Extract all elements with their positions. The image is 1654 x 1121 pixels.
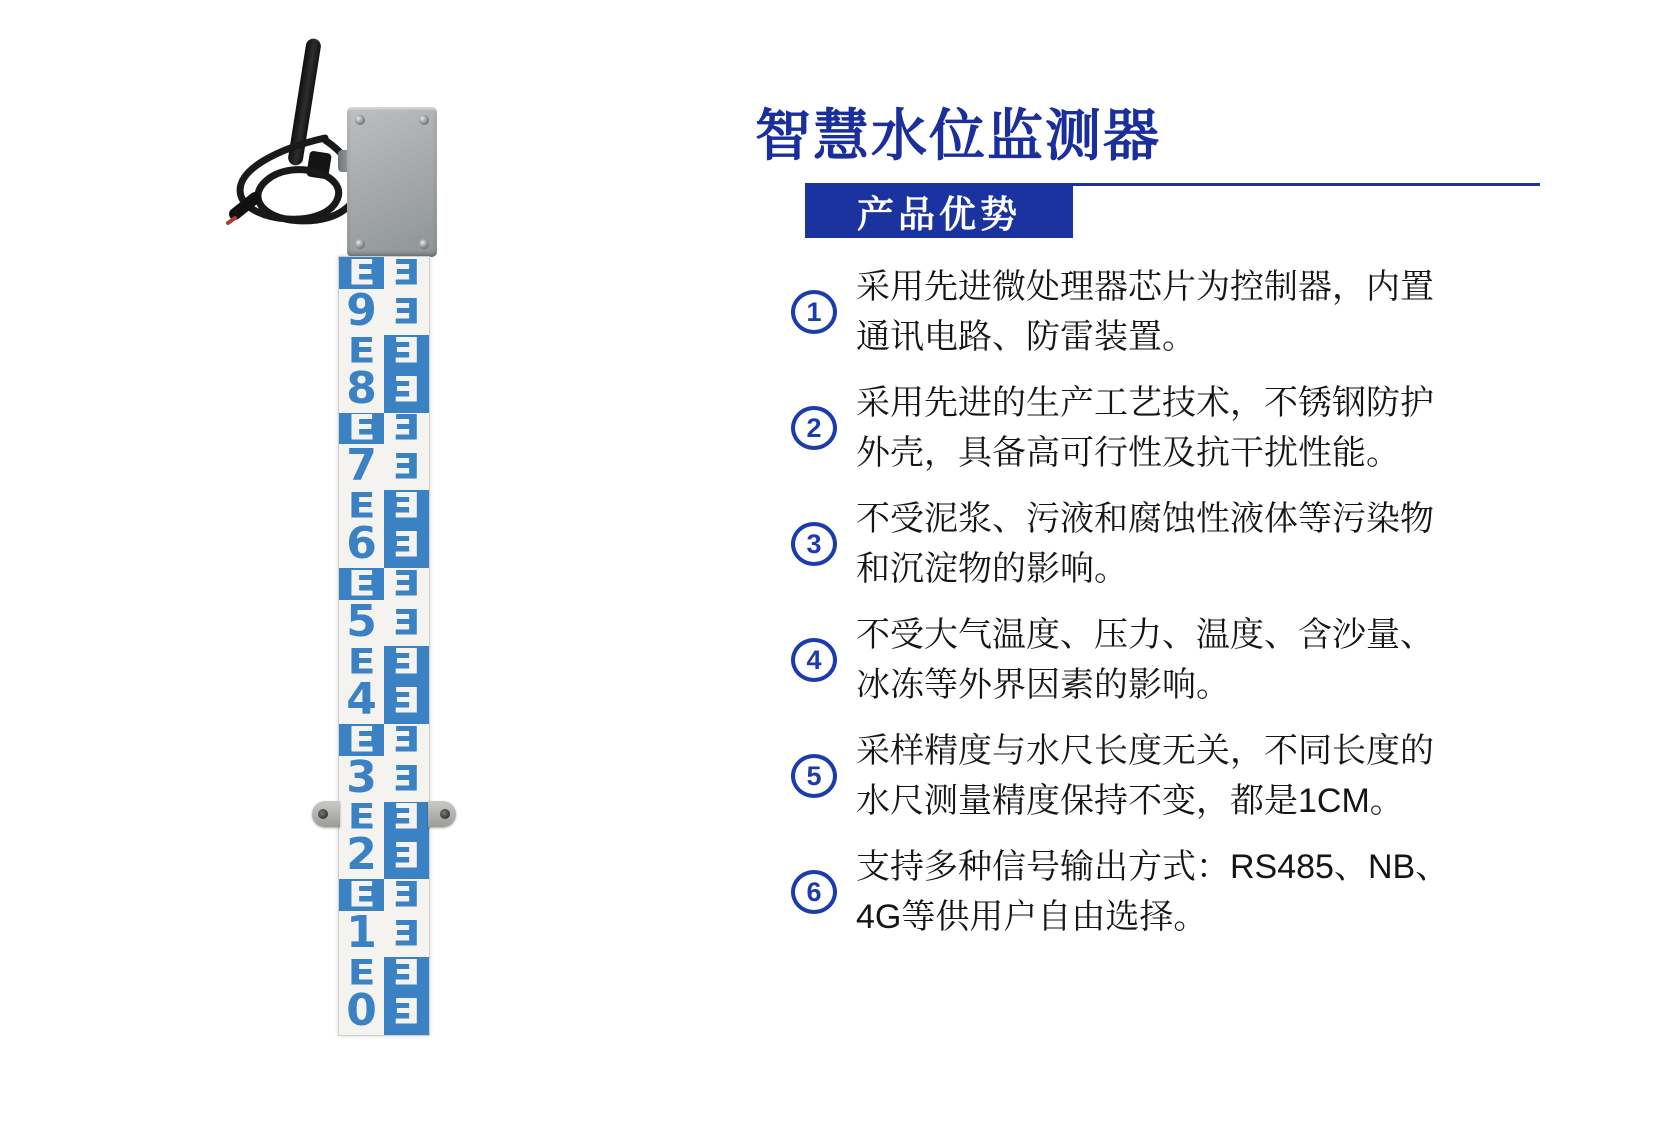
item-text <box>856 842 1449 942</box>
gauge-tick <box>384 646 429 678</box>
gauge-tick-glyph: E <box>392 568 421 600</box>
gauge-tick-row <box>339 646 429 678</box>
section-banner <box>805 183 1073 238</box>
page-title: 智慧水位监测器 <box>755 104 1161 167</box>
gauge-number-glyph: 4 <box>346 677 377 724</box>
gauge-tick-glyph: E <box>392 523 421 566</box>
gauge-block <box>339 335 429 413</box>
advantage-item <box>755 262 1545 362</box>
item-text <box>856 610 1434 710</box>
advantages-list <box>755 262 1545 958</box>
gauge-number-glyph: 5 <box>346 599 377 646</box>
advantage-item <box>755 378 1545 478</box>
gauge-tick-glyph: E <box>347 568 376 600</box>
gauge-tick <box>384 289 429 335</box>
advantage-item <box>755 842 1545 942</box>
advantage-item <box>755 494 1545 594</box>
item-text-line: 4G等供用户自由选择。 <box>856 898 1208 936</box>
gauge-block <box>339 646 429 724</box>
gauge-number-row <box>339 833 429 879</box>
gauge-tick <box>339 646 384 678</box>
mounting-bracket-right <box>428 801 456 827</box>
banner-label: 产品优势 <box>857 193 1021 235</box>
gauge-number <box>339 911 384 957</box>
gauge-tick-row <box>339 413 429 445</box>
screw-icon <box>355 239 365 249</box>
gauge-tick-glyph: E <box>392 257 421 289</box>
gauge-tick <box>384 413 429 445</box>
gauge-tick <box>384 568 429 600</box>
gauge-number <box>339 522 384 568</box>
gauge-tick-glyph: E <box>392 723 421 756</box>
item-number-badge: 5 <box>791 754 837 798</box>
gauge-tick-glyph: E <box>347 801 376 834</box>
gauge-number-glyph: 2 <box>346 833 377 880</box>
gauge-tick-row <box>339 568 429 600</box>
gauge-tick <box>384 989 429 1035</box>
mounting-bracket-left <box>312 801 340 827</box>
item-text-line: 水尺测量精度保持不变，都是1CM。 <box>856 782 1404 820</box>
gauge-number-row <box>339 678 429 724</box>
gauge-number-row <box>339 522 429 568</box>
item-number-badge: 3 <box>791 522 837 566</box>
item-text-line: 采用先进的生产工艺技术，不锈钢防护 <box>856 384 1434 422</box>
gauge-tick <box>339 724 384 756</box>
gauge-number-glyph: 8 <box>346 366 377 413</box>
gauge-number-glyph: 3 <box>346 755 377 802</box>
gauge-number-glyph: 7 <box>346 444 377 491</box>
gauge-number-row <box>339 600 429 646</box>
gauge-tick-row <box>339 335 429 367</box>
screw-icon <box>419 239 429 249</box>
gauge-tick-glyph: E <box>347 334 376 367</box>
gauge-block <box>339 724 429 802</box>
gauge-number <box>339 367 384 413</box>
gauge-tick <box>384 957 429 989</box>
gauge-tick-glyph: E <box>392 757 421 799</box>
gauge-block <box>339 957 429 1035</box>
electronics-box <box>347 107 437 257</box>
gauge-block <box>339 257 429 335</box>
gauge-number <box>339 444 384 490</box>
gauge-tick-row <box>339 802 429 834</box>
gauge-tick-glyph: E <box>392 801 421 834</box>
gauge-number-row <box>339 444 429 490</box>
gauge-tick-glyph: E <box>347 879 376 912</box>
gauge-tick-glyph: E <box>347 412 376 445</box>
gauge-tick-glyph: E <box>392 645 421 678</box>
gauge-number <box>339 289 384 335</box>
gauge-tick-glyph: E <box>392 334 421 367</box>
gauge-tick <box>384 756 429 802</box>
item-text-line: 不受大气温度、压力、温度、含沙量、 <box>856 616 1434 654</box>
gauge-tick <box>339 879 384 911</box>
gauge-tick <box>339 335 384 367</box>
gauge-tick <box>384 522 429 568</box>
gauge-tick-glyph: E <box>392 290 421 332</box>
item-text-line: 外壳，具备高可行性及抗干扰性能。 <box>856 434 1400 472</box>
gauge-tick-glyph: E <box>392 957 421 989</box>
item-text-line: 采样精度与水尺长度无关，不同长度的 <box>856 732 1434 770</box>
item-text <box>856 262 1434 362</box>
gauge-number-row <box>339 367 429 413</box>
gauge-number-row <box>339 756 429 802</box>
item-text-line: 冰冻等外界因素的影响。 <box>856 666 1230 704</box>
gauge-tick-glyph: E <box>392 412 421 445</box>
gauge-tick-row <box>339 724 429 756</box>
gauge-block <box>339 568 429 646</box>
gauge-block <box>339 879 429 957</box>
gauge-tick-row <box>339 490 429 522</box>
gauge-tick-glyph: E <box>392 879 421 912</box>
gauge-number-glyph: 1 <box>346 911 377 958</box>
item-number-badge: 1 <box>791 290 837 334</box>
gauge-tick-glyph: E <box>392 990 421 1032</box>
item-text <box>856 494 1434 594</box>
gauge-block <box>339 490 429 568</box>
gauge-tick <box>339 413 384 445</box>
gauge-tick <box>384 802 429 834</box>
gauge-number <box>339 989 384 1035</box>
item-text <box>856 726 1434 826</box>
gauge-tick <box>384 879 429 911</box>
advantage-item <box>755 610 1545 710</box>
item-text-line: 通讯电路、防雷装置。 <box>856 318 1196 356</box>
gauge-tick <box>384 257 429 289</box>
gauge-tick-glyph: E <box>347 957 376 989</box>
item-number-badge: 2 <box>791 406 837 450</box>
gauge-block <box>339 802 429 880</box>
gauge-tick-glyph: E <box>347 645 376 678</box>
gauge-tick-glyph: E <box>392 490 421 523</box>
gauge-tick <box>384 490 429 522</box>
divider-line <box>1073 183 1540 186</box>
gauge-tick <box>339 568 384 600</box>
gauge-tick-row <box>339 879 429 911</box>
gauge-tick-row <box>339 957 429 989</box>
gauge-number-glyph: 9 <box>346 288 377 335</box>
gauge-number-row <box>339 989 429 1035</box>
gauge-tick <box>339 257 384 289</box>
staff-gauge <box>338 256 430 1036</box>
item-text-line: 和沉淀物的影响。 <box>856 550 1128 588</box>
bracket-hole <box>440 809 450 819</box>
gauge-tick <box>384 911 429 957</box>
gauge-tick <box>384 600 429 646</box>
gauge-tick <box>384 833 429 879</box>
item-number-badge: 6 <box>791 870 837 914</box>
gauge-number <box>339 756 384 802</box>
gauge-tick <box>384 335 429 367</box>
gauge-tick <box>384 724 429 756</box>
product-photo <box>0 0 520 1121</box>
gauge-number <box>339 833 384 879</box>
item-number-badge: 4 <box>791 638 837 682</box>
gauge-number-glyph: 6 <box>346 522 377 569</box>
advantage-item <box>755 726 1545 826</box>
gauge-tick-glyph: E <box>392 368 421 410</box>
gauge-tick <box>384 678 429 724</box>
gauge-tick <box>339 490 384 522</box>
item-text-line: 采用先进微处理器芯片为控制器，内置 <box>856 268 1434 306</box>
gauge-tick-glyph: E <box>347 257 376 289</box>
gauge-number-row <box>339 289 429 335</box>
gauge-tick-glyph: E <box>392 601 421 643</box>
item-text <box>856 378 1434 478</box>
gauge-number <box>339 600 384 646</box>
gauge-tick <box>339 957 384 989</box>
gauge-tick-glyph: E <box>392 446 421 488</box>
gauge-tick-glyph: E <box>347 723 376 756</box>
gauge-tick-glyph: E <box>392 912 421 955</box>
item-text-line: 支持多种信号输出方式：RS485、NB、 <box>856 848 1450 886</box>
gauge-tick-glyph: E <box>392 835 421 877</box>
gauge-tick <box>384 444 429 490</box>
gauge-number-row <box>339 911 429 957</box>
item-text-line: 不受泥浆、污液和腐蚀性液体等污染物 <box>856 500 1434 538</box>
gauge-tick-row <box>339 257 429 289</box>
gauge-tick <box>339 802 384 834</box>
gauge-number <box>339 678 384 724</box>
bracket-hole <box>318 809 328 819</box>
screw-icon <box>355 115 365 125</box>
gauge-block <box>339 413 429 491</box>
gauge-tick-glyph: E <box>347 490 376 523</box>
gauge-tick <box>384 367 429 413</box>
screw-icon <box>419 115 429 125</box>
gauge-number-glyph: 0 <box>346 988 377 1035</box>
gauge-tick-glyph: E <box>392 679 421 721</box>
